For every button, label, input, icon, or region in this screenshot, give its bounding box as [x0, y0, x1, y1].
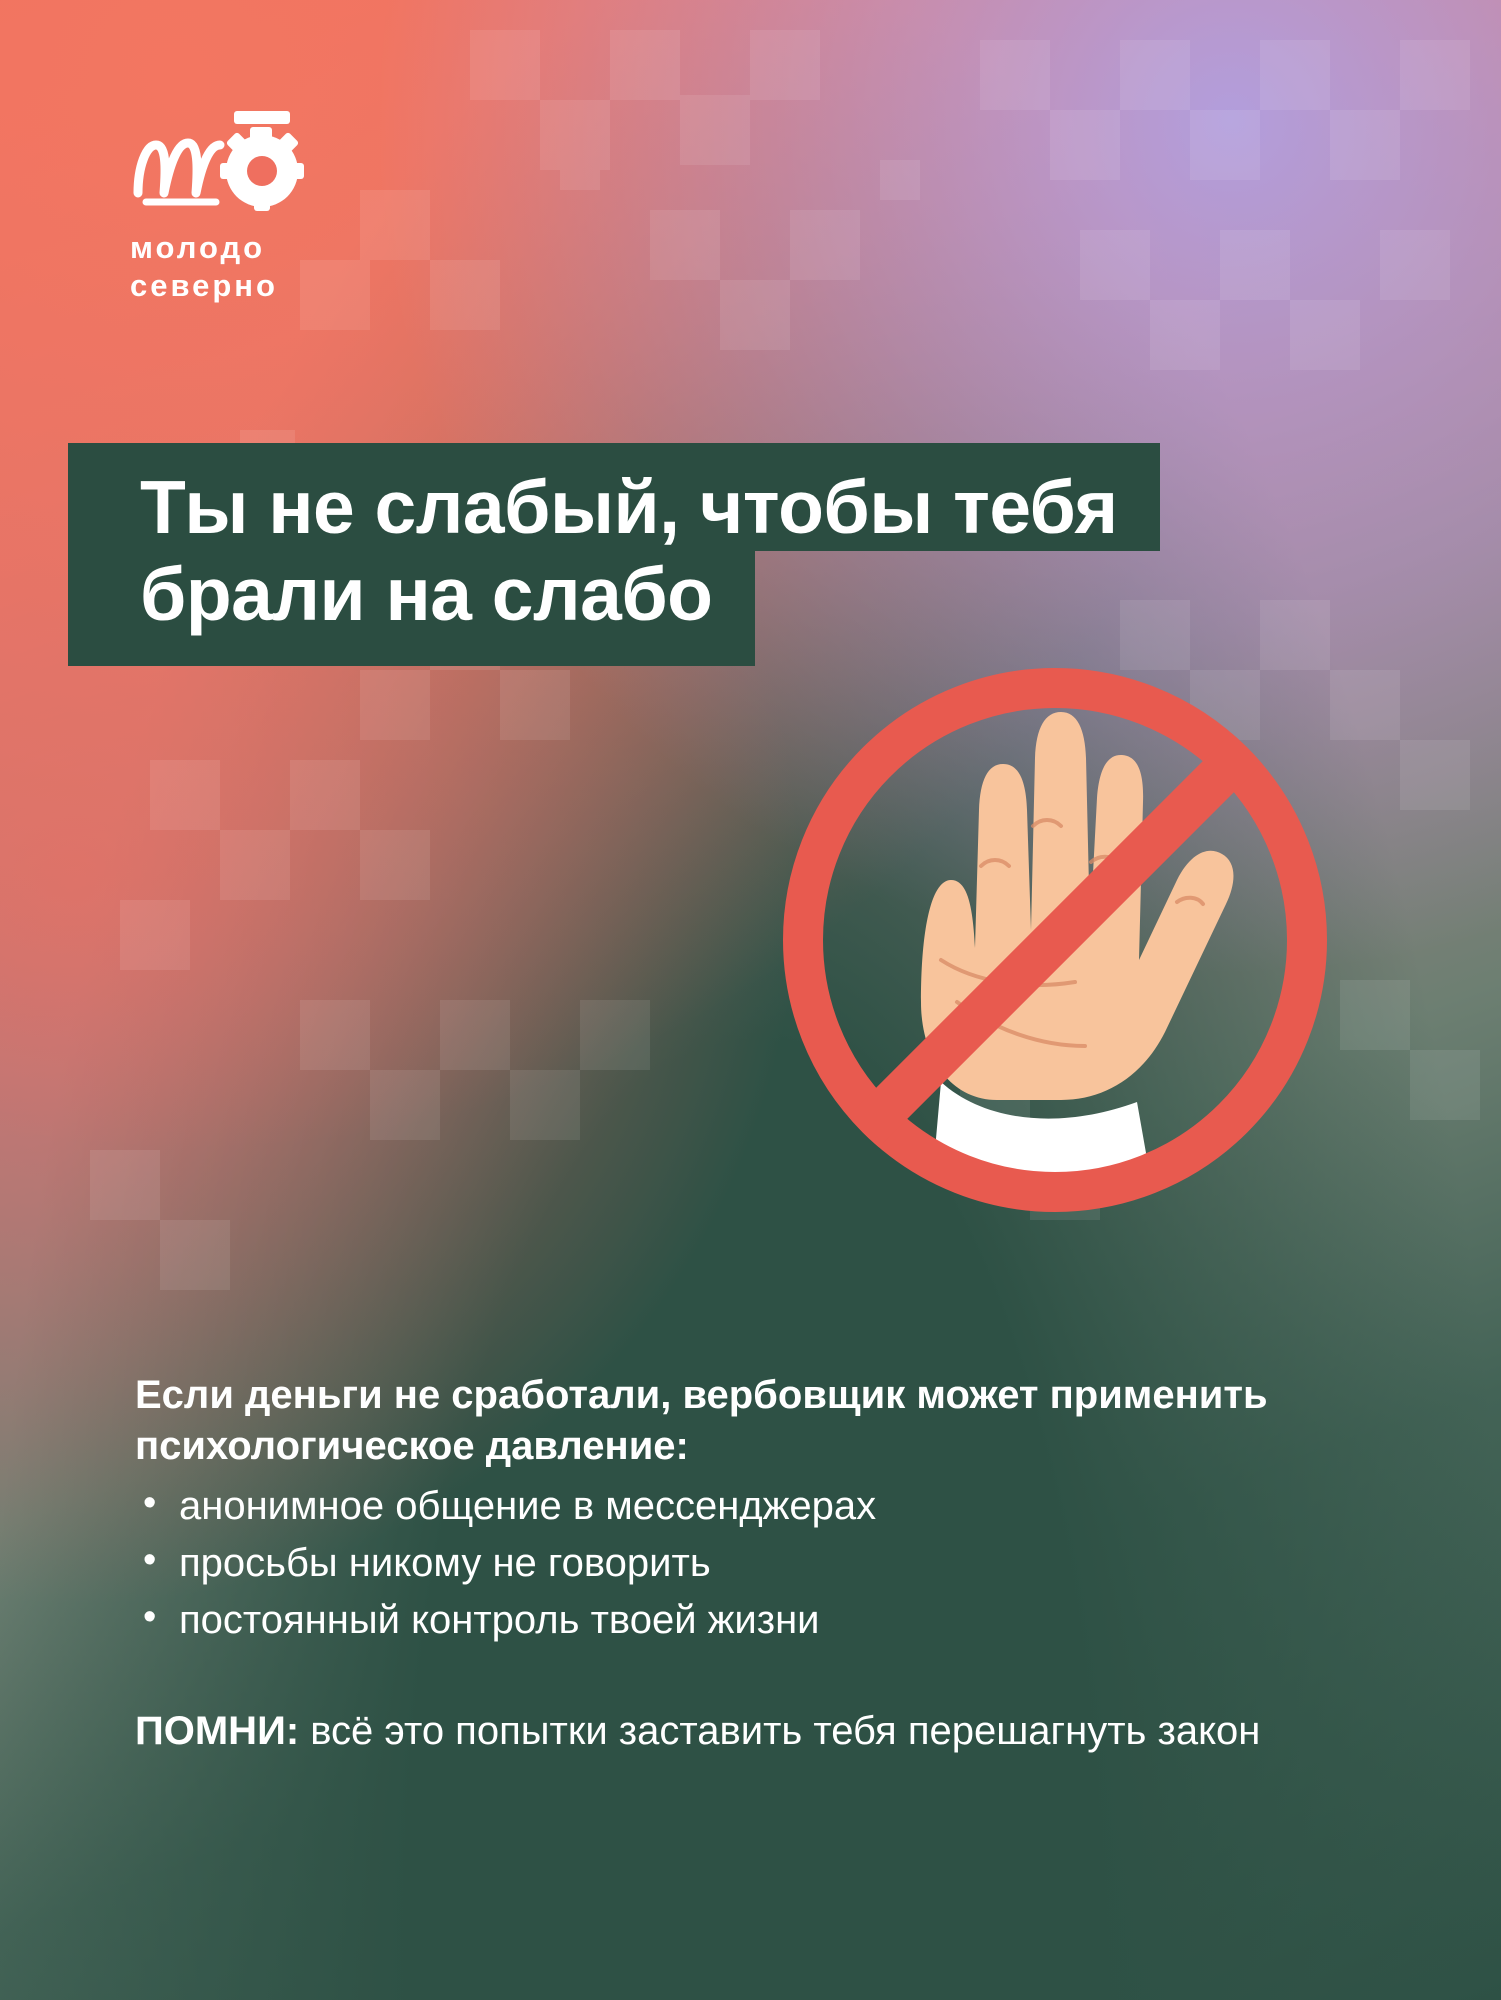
list-item: • постоянный контроль твоей жизни — [135, 1592, 1315, 1649]
stop-hand-prohibited-icon — [745, 630, 1365, 1250]
brand-name-line2: северно — [130, 267, 278, 303]
brand-logo — [130, 105, 390, 305]
remember-note — [135, 1705, 1315, 1759]
mc-monogram-icon — [130, 105, 305, 215]
body-copy — [135, 1370, 1315, 1798]
headline-line-2: брали на слабо — [68, 551, 755, 666]
brand-name-line1: молодо — [130, 230, 266, 265]
remember-text: всё это попытки заставить тебя перешагнуть закон — [299, 1708, 1261, 1753]
lead-paragraph: Если деньги не сработали, вербовщик может применить психологическое давление: — [135, 1373, 1268, 1469]
list-item: • просьбы никому не говорить — [135, 1535, 1315, 1592]
list-item: • анонимное общение в мессенджерах — [135, 1478, 1315, 1535]
pressure-tactics-list — [135, 1478, 1315, 1648]
brand-name — [130, 229, 390, 305]
remember-label: ПОМНИ: — [135, 1708, 300, 1753]
headline-line-1: Ты не слабый, чтобы тебя — [68, 443, 1160, 551]
